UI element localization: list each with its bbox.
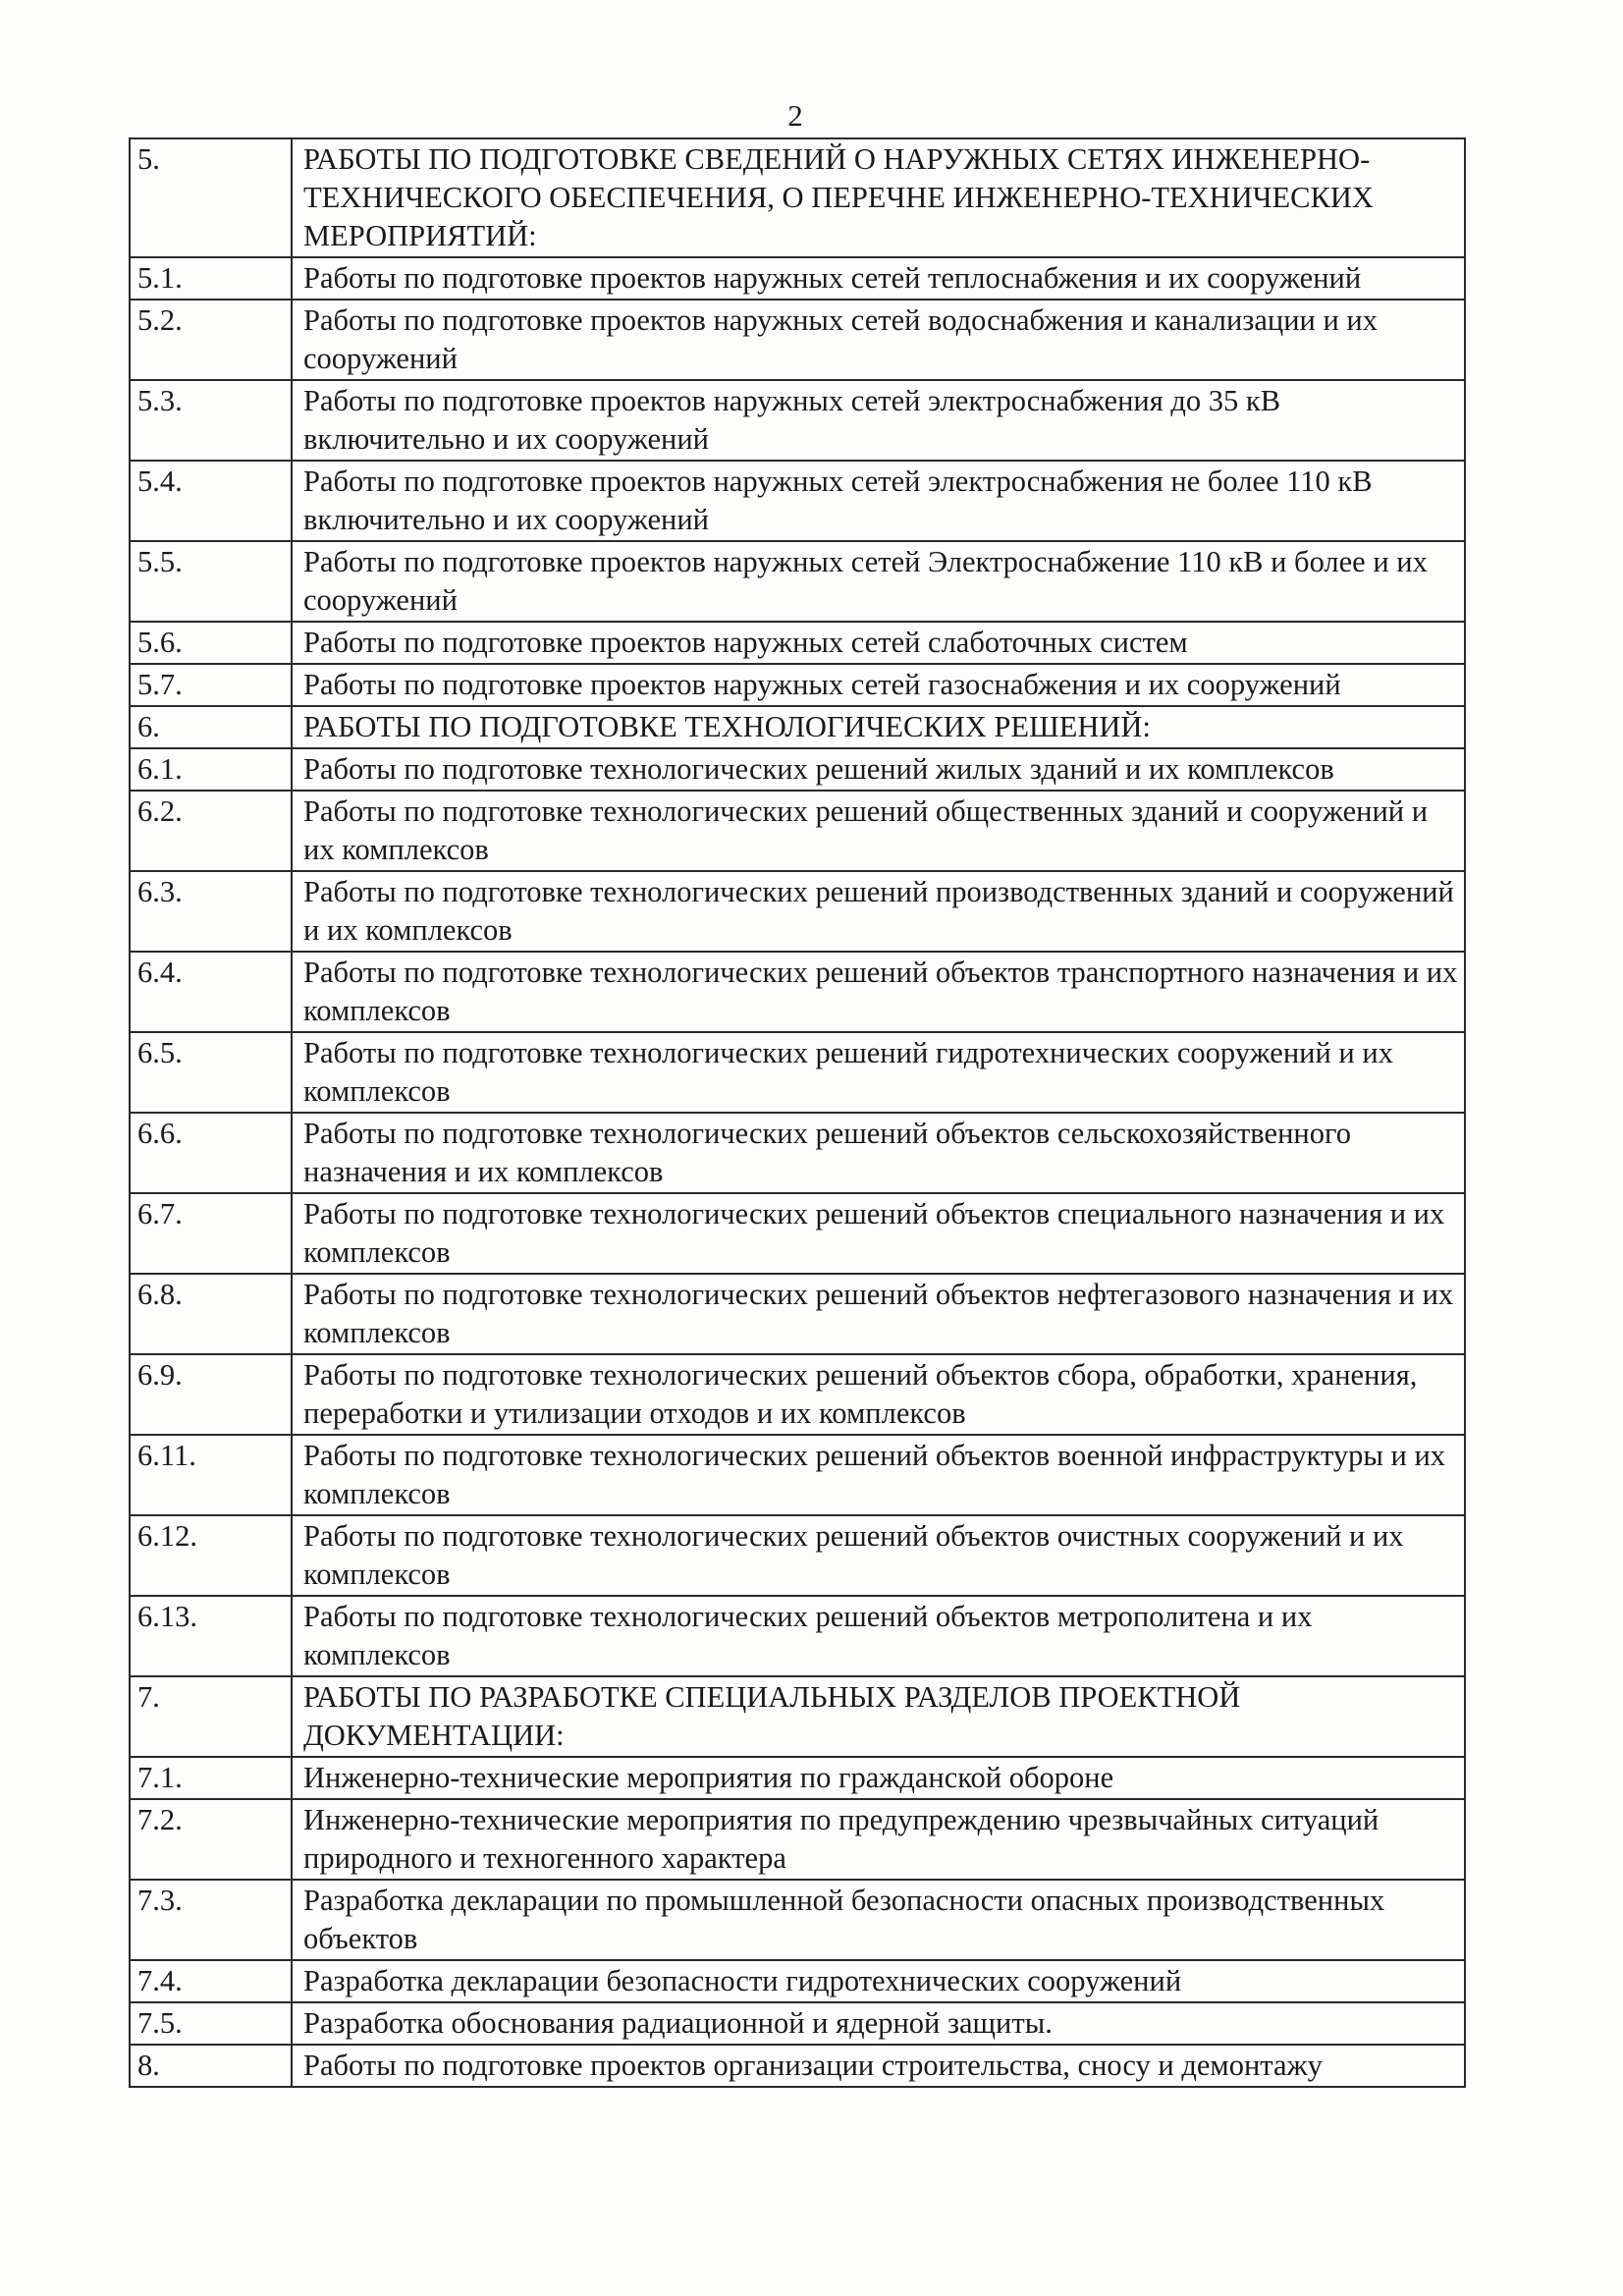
- table-row: [130, 1193, 1465, 1274]
- row-description: Работы по подготовке технологических решений объектов транспортного назначения и их комплексов: [292, 952, 1465, 1032]
- row-description: Работы по подготовке технологических решений объектов нефтегазового назначения и их комплексов: [292, 1274, 1465, 1354]
- row-number: 5.: [130, 138, 292, 257]
- row-number: 5.4.: [130, 461, 292, 541]
- table-row: [130, 748, 1465, 791]
- row-number: 5.1.: [130, 257, 292, 300]
- table-row: [130, 1757, 1465, 1799]
- works-table: [129, 137, 1466, 2088]
- table-row: [130, 952, 1465, 1032]
- row-description: Работы по подготовке проектов наружных сетей электроснабжения до 35 кВ включительно и их сооружений: [292, 380, 1465, 461]
- row-number: 7.5.: [130, 2002, 292, 2045]
- row-description: Работы по подготовке проектов наружных сетей теплоснабжения и их сооружений: [292, 257, 1465, 300]
- table-row: [130, 1515, 1465, 1596]
- row-description: РАБОТЫ ПО ПОДГОТОВКЕ ТЕХНОЛОГИЧЕСКИХ РЕШЕНИЙ:: [292, 706, 1465, 748]
- row-number: 6.1.: [130, 748, 292, 791]
- table-row: [130, 257, 1465, 300]
- row-description: Инженерно-технические мероприятия по гражданской обороне: [292, 1757, 1465, 1799]
- row-description: Работы по подготовке проектов наружных сетей водоснабжения и канализации и их сооружений: [292, 300, 1465, 380]
- row-description: РАБОТЫ ПО РАЗРАБОТКЕ СПЕЦИАЛЬНЫХ РАЗДЕЛОВ ПРОЕКТНОЙ ДОКУМЕНТАЦИИ:: [292, 1676, 1465, 1757]
- table-row: [130, 622, 1465, 664]
- row-number: 7.1.: [130, 1757, 292, 1799]
- table-row: [130, 791, 1465, 871]
- table-row: [130, 1032, 1465, 1113]
- row-number: 5.6.: [130, 622, 292, 664]
- table-row: [130, 664, 1465, 706]
- row-number: 6.2.: [130, 791, 292, 871]
- row-number: 5.5.: [130, 541, 292, 622]
- table-row: [130, 1274, 1465, 1354]
- row-number: 6.: [130, 706, 292, 748]
- row-number: 5.2.: [130, 300, 292, 380]
- row-description: Разработка декларации безопасности гидротехнических сооружений: [292, 1960, 1465, 2002]
- table-row: [130, 1596, 1465, 1676]
- row-description: Работы по подготовке проектов наружных сетей Электроснабжение 110 кВ и более и их сооружений: [292, 541, 1465, 622]
- row-number: 7.3.: [130, 1880, 292, 1960]
- row-number: 6.6.: [130, 1113, 292, 1193]
- row-description: Работы по подготовке технологических решений объектов сельскохозяйственного назначения и их комплексов: [292, 1113, 1465, 1193]
- row-description: Разработка обоснования радиационной и ядерной защиты.: [292, 2002, 1465, 2045]
- row-description: Работы по подготовке технологических решений производственных зданий и сооружений и их комплексов: [292, 871, 1465, 952]
- row-number: 7.2.: [130, 1799, 292, 1880]
- row-number: 6.7.: [130, 1193, 292, 1274]
- row-description: Разработка декларации по промышленной безопасности опасных производственных объектов: [292, 1880, 1465, 1960]
- row-number: 6.5.: [130, 1032, 292, 1113]
- row-number: 6.13.: [130, 1596, 292, 1676]
- page-number: 2: [787, 98, 803, 133]
- row-number: 6.9.: [130, 1354, 292, 1435]
- table-row: [130, 1354, 1465, 1435]
- row-number: 6.8.: [130, 1274, 292, 1354]
- row-description: Работы по подготовке технологических решений гидротехнических сооружений и их комплексов: [292, 1032, 1465, 1113]
- row-description: Работы по подготовке технологических решений объектов очистных сооружений и их комплексов: [292, 1515, 1465, 1596]
- row-number: 6.3.: [130, 871, 292, 952]
- row-description: Инженерно-технические мероприятия по предупреждению чрезвычайных ситуаций природного и техногенного характера: [292, 1799, 1465, 1880]
- row-number: 5.7.: [130, 664, 292, 706]
- table-row: [130, 871, 1465, 952]
- row-description: Работы по подготовке проектов организации строительства, сносу и демонтажу: [292, 2045, 1465, 2087]
- table-row: [130, 1880, 1465, 1960]
- row-number: 5.3.: [130, 380, 292, 461]
- table-row: [130, 461, 1465, 541]
- table-row: [130, 1435, 1465, 1515]
- row-description: Работы по подготовке технологических решений объектов метрополитена и их комплексов: [292, 1596, 1465, 1676]
- table-section-row: [130, 138, 1465, 257]
- row-number: 7.: [130, 1676, 292, 1757]
- row-description: Работы по подготовке технологических решений общественных зданий и сооружений и их комплексов: [292, 791, 1465, 871]
- row-description: Работы по подготовке технологических решений объектов сбора, обработки, хранения, переработки и утилизации отходов и их комплексов: [292, 1354, 1465, 1435]
- row-number: 6.11.: [130, 1435, 292, 1515]
- table-row: [130, 2002, 1465, 2045]
- row-number: 7.4.: [130, 1960, 292, 2002]
- row-number: 6.12.: [130, 1515, 292, 1596]
- table-row: [130, 1960, 1465, 2002]
- row-description: Работы по подготовке проектов наружных сетей электроснабжения не более 110 кВ включительно и их сооружений: [292, 461, 1465, 541]
- row-description: Работы по подготовке проектов наружных сетей слаботочных систем: [292, 622, 1465, 664]
- table-row: [130, 2045, 1465, 2087]
- table-row: [130, 380, 1465, 461]
- table-row: [130, 300, 1465, 380]
- row-number: 6.4.: [130, 952, 292, 1032]
- table-row: [130, 1113, 1465, 1193]
- table-row: [130, 541, 1465, 622]
- works-table-body: [130, 138, 1465, 2087]
- row-description: Работы по подготовке технологических решений объектов военной инфраструктуры и их комплексов: [292, 1435, 1465, 1515]
- row-description: Работы по подготовке технологических решений объектов специального назначения и их комплексов: [292, 1193, 1465, 1274]
- table-row: [130, 1799, 1465, 1880]
- table-section-row: [130, 1676, 1465, 1757]
- row-number: 8.: [130, 2045, 292, 2087]
- row-description: Работы по подготовке проектов наружных сетей газоснабжения и их сооружений: [292, 664, 1465, 706]
- row-description: РАБОТЫ ПО ПОДГОТОВКЕ СВЕДЕНИЙ О НАРУЖНЫХ СЕТЯХ ИНЖЕНЕРНО-ТЕХНИЧЕСКОГО ОБЕСПЕЧЕНИЯ, О ПЕРЕЧНЕ ИНЖЕНЕРНО-ТЕХНИЧЕСКИХ МЕРОПРИЯТИЙ:: [292, 138, 1465, 257]
- row-description: Работы по подготовке технологических решений жилых зданий и их комплексов: [292, 748, 1465, 791]
- table-section-row: [130, 706, 1465, 748]
